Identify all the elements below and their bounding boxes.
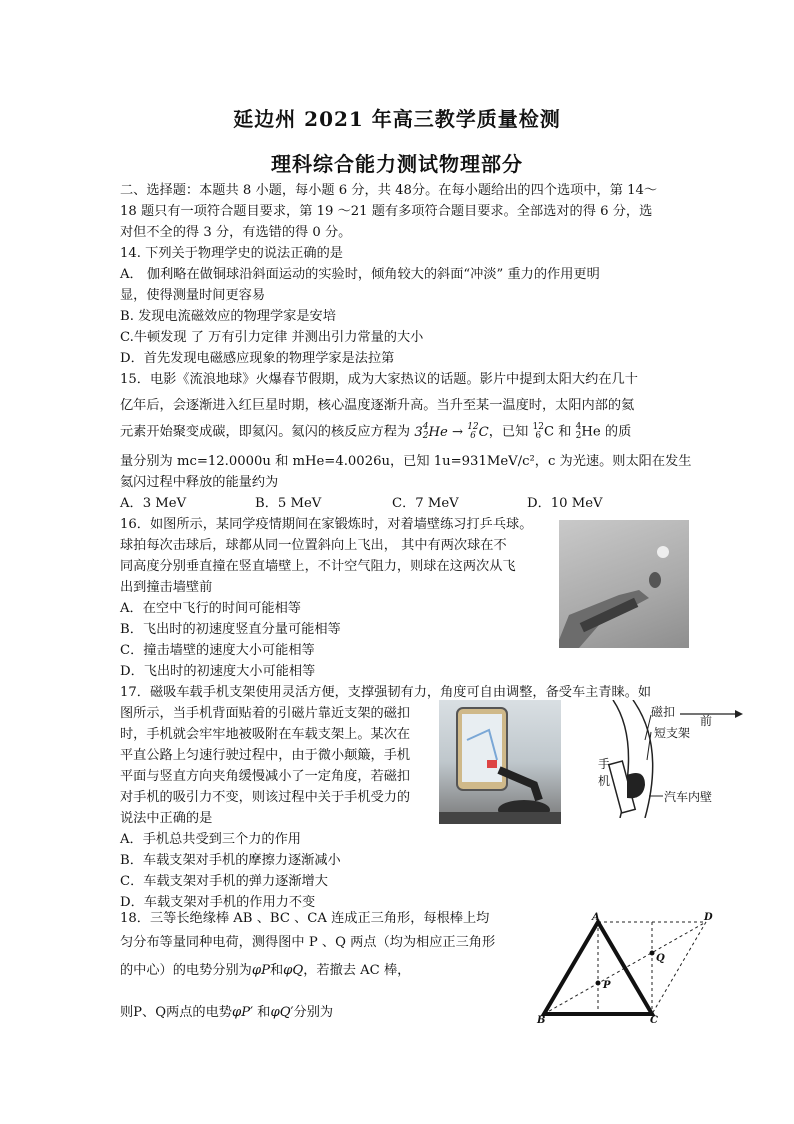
q18-line-4b: 分别为	[293, 1005, 334, 1020]
q17-line-3: 时，手机就会牢牢地被吸附在车载支架上。某次在	[120, 727, 411, 742]
q17-option-b: B．车载支架对手机的摩擦力逐渐减小	[120, 853, 341, 868]
label-shou: 手	[598, 757, 611, 771]
phi-p: φP	[251, 963, 270, 978]
label-short-bracket: 短支架	[654, 726, 691, 740]
phone-holder-art	[439, 700, 561, 824]
q15-line-2: 亿年后，会逐渐进入红巨星时期，核心温度逐渐升高。当升至某一温度时，太阳内部的氦	[120, 398, 635, 413]
page-subtitle: 理科综合能力测试物理部分	[271, 152, 523, 176]
reaction-equation: 34 2He → 12 6 C	[414, 422, 489, 441]
q17-line-5: 平面与竖直方向夹角缓慢减小了一定角度，若磁扣	[120, 769, 411, 784]
q16-option-d: D．飞出时的初速度大小可能相等	[120, 664, 316, 679]
q18-line-2: 匀分布等量同种电荷，测得图中 P 、Q 两点（均为相应正三角形	[120, 935, 496, 950]
q17-line-4: 平直公路上匀速行驶过程中，由于微小颠簸，手机	[120, 748, 411, 763]
q18-line-3	[120, 962, 410, 980]
direction-arrow-icon	[735, 710, 743, 718]
point-q	[650, 951, 655, 956]
q14-option-c: C.牛顿发现 了 万有引力定律 并测出引力常量的大小	[120, 330, 424, 345]
phi-p-prime: φP	[232, 1005, 251, 1020]
q16-option-b: B．飞出时的初速度竖直分量可能相等	[120, 622, 341, 637]
q18-line-4: 则P、Q两点的电势φP′ 和φQ′分别为	[120, 1005, 334, 1020]
q14-option-d: D．首先发现电磁感应现象的物理学家是法拉第	[120, 351, 395, 366]
q16-line-2: 球拍每次击球后，球都从同一位置斜向上飞出， 其中有两次球在不	[120, 538, 507, 553]
q15-line-3c: C 和	[543, 424, 572, 440]
label-ji: 机	[598, 774, 611, 788]
q17-line-7: 说法中正确的是	[120, 811, 213, 826]
point-p	[596, 981, 601, 986]
q18-line-3b: ，若撤去 AC 棒，	[303, 963, 411, 978]
q14-stem: 14. 下列关于物理学史的说法正确的是	[120, 246, 343, 261]
q17-option-a: A．手机总共受到三个力的作用	[120, 832, 301, 847]
q15-line-1: 15．电影《流浪地球》火爆春节假期，成为大家热议的话题。影片中提到太阳大约在几十	[120, 372, 638, 387]
q18-line-3a: 的中心）的电势分别为	[120, 963, 252, 978]
phi-q: φQ	[283, 963, 304, 978]
q15-option-b: B．5 MeV	[255, 496, 322, 511]
q16-line-4: 出到撞击墙壁前	[120, 580, 213, 595]
q17-option-d: D．车载支架对手机的作用力不变	[120, 895, 316, 910]
intro-line-3: 对但不全的得 3 分，有选错的得 0 分。	[120, 225, 352, 240]
pingpong-photo	[559, 520, 689, 648]
label-a: A	[592, 912, 600, 923]
q15-line-3: 元素开始聚变成碳，即氦闪。氦闪的核反应方程为 34 2He → 12 6 C，已知 12 6 C 和 4 2He 的质	[120, 422, 632, 441]
q14-option-b: B. 发现电流磁效应的物理学家是安培	[120, 309, 336, 324]
label-q: Q	[656, 953, 665, 964]
q17-option-c: C．车载支架对手机的弹力逐渐增大	[120, 874, 328, 889]
label-c: C	[650, 1015, 658, 1026]
label-p: P	[603, 980, 611, 991]
q14-option-a: A． 伽利略在做铜球沿斜面运动的实验时，倾角较大的斜面“冲淡” 重力的作用更明	[120, 267, 600, 282]
q18-line-4a: 则P、Q两点的电势	[120, 1005, 232, 1020]
q17-line-2: 图所示，当手机背面贴着的引磁片靠近支架的磁扣	[120, 706, 411, 721]
and-word-2: 和	[257, 1005, 271, 1020]
q15-option-d: D．10 MeV	[527, 496, 603, 511]
q15-line-3a: 元素开始聚变成碳，即氦闪。氦闪的核反应方程为	[120, 424, 411, 440]
and-word: 和	[269, 963, 284, 978]
q15-line-3d: He 的质	[581, 424, 632, 440]
label-car-inner-wall: 汽车内壁	[664, 790, 713, 804]
intro-line-1: 二、选择题：本题共 8 小题，每小题 6 分，共 48分。在每小题给出的四个选项中，第 14～	[120, 183, 658, 198]
q15-line-4: 量分别为 mc=12.0000u 和 mHe=4.0026u，已知 1u=931MeV/c²，c 为光速。则太阳在发生	[120, 454, 692, 469]
intro-line-2: 18 题只有一项符合题目要求，第 19 ～21 题有多项符合题目要求。全部选对的得 6 分，选	[120, 204, 653, 219]
q17-line-6: 对手机的吸引力不变，则该过程中关于手机受力的	[120, 790, 411, 805]
q14-option-a-cont: 显，使得测量时间更容易	[120, 288, 266, 303]
label-d: D	[704, 912, 713, 923]
q15-option-c: C．7 MeV	[392, 496, 459, 511]
phi-q-prime: φQ	[270, 1005, 291, 1020]
q16-line-3: 同高度分别垂直撞在竖直墙壁上，不计空气阻力，则球在这两次从飞	[120, 559, 516, 574]
label-b: B	[537, 1015, 546, 1026]
triangle-diagram	[528, 912, 723, 1030]
phone-holder-photo	[439, 700, 561, 824]
q16-option-a: A．在空中飞行的时间可能相等	[120, 601, 301, 616]
q16-line-1: 16．如图所示，某同学疫情期间在家锻炼时，对着墙壁练习打乒乓球。	[120, 517, 533, 532]
q15-line-3b: ，已知	[488, 424, 529, 440]
label-magnet-buckle: 磁扣	[651, 705, 676, 719]
q18-line-1: 18．三等长绝缘棒 AB 、BC 、CA 连成正三角形，每根棒上均	[120, 911, 490, 926]
q15-option-a: A．3 MeV	[120, 496, 187, 511]
magnet-buckle-shape	[627, 773, 645, 798]
pingpong-photo-art	[559, 520, 689, 648]
label-forward: 前	[700, 714, 713, 728]
page-title: 延边州 2021 年高三教学质量检测	[233, 107, 561, 131]
q17-line-1: 17．磁吸车载手机支架使用灵活方便，支撑强韧有力，角度可自由调整，备受车主青睐。如	[120, 685, 652, 700]
q16-option-c: C．撞击墙壁的速度大小可能相等	[120, 643, 315, 658]
q15-line-5: 氦闪过程中释放的能量约为	[120, 475, 279, 490]
